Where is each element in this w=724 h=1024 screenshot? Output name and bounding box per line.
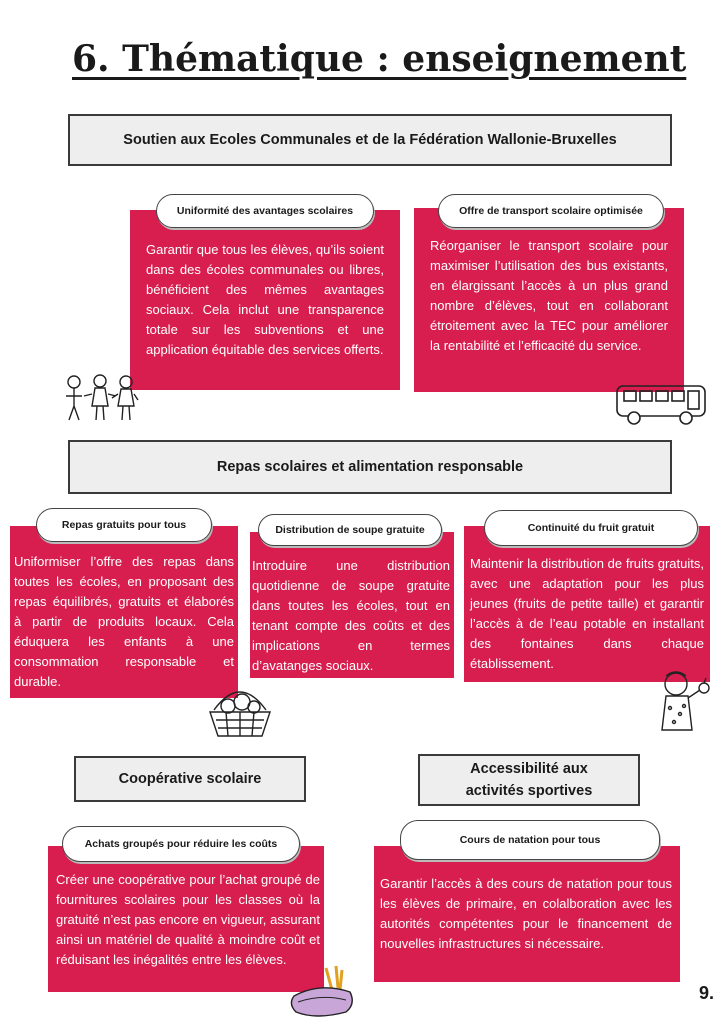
card-repas-body: Uniformiser l’offre des repas dans toutes les écoles, en proposant des repas équilibrés, gratuits et élaborés à partir de produits locaux. Cela éduquera les enfants à une consommation responsable et durable. — [14, 554, 234, 689]
section-repas — [68, 440, 672, 494]
page-title: 6. Thématique : enseignement — [72, 38, 687, 80]
pill-repas — [36, 508, 212, 542]
pill-natation-label: Cours de natation pour tous — [459, 834, 601, 846]
section-cooperative — [74, 756, 306, 802]
section-soutien — [68, 114, 672, 166]
card-fruit — [464, 526, 710, 682]
children-illustration — [62, 372, 140, 428]
pill-fruit — [484, 510, 698, 546]
child-fruit-illustration — [654, 668, 714, 734]
card-achats-body: Créer une coopérative pour l’achat groupé de fournitures scolaires pour les classes où la gratuité n’est pas encore en vigueur, assurant ainsi un matériel de qualité à moindre coût et réduisant les inégalités entre les élèves. — [56, 872, 320, 967]
section-sport-line2: activités sportives — [465, 783, 593, 799]
pill-achats — [62, 826, 300, 862]
section-sport — [418, 754, 640, 806]
card-uniformite-body: Garantir que tous les élèves, qu’ils soient dans des écoles communales ou libres, bénéficient des mêmes avantages sociaux. Cela inclut une transparence totale sur les subventions et une application équitable des services offerts. — [146, 242, 384, 357]
section-sport-line1: Accessibilité aux — [470, 761, 588, 777]
card-transport — [414, 208, 684, 392]
card-natation — [374, 846, 680, 982]
pill-repas-label: Repas gratuits pour tous — [61, 519, 187, 531]
pill-uniformite-label: Uniformité des avantages scolaires — [176, 205, 354, 217]
page-number: 9. — [698, 983, 714, 1003]
pill-transport-label: Offre de transport scolaire optimisée — [459, 205, 643, 217]
card-repas — [10, 526, 238, 698]
card-soupe-body: Introduire une distribution quotidienne de soupe gratuite dans toutes les écoles, tout en tenant compte des coûts et des implications en termes d’avatanges sociaux. — [252, 558, 450, 673]
pill-uniformite — [156, 194, 374, 228]
card-natation-body: Garantir l’accès à des cours de natation pour tous les élèves de primaire, en colalboration avec les autorités compétentes pour le financement de nouvelles infrastructures si nécessaire. — [380, 876, 672, 951]
section-soutien-label: Soutien aux Ecoles Communales et de la Fédération Wallonie-Bruxelles — [123, 132, 617, 148]
pill-fruit-label: Continuité du fruit gratuit — [527, 522, 655, 534]
basket-illustration — [206, 680, 274, 742]
section-cooperative-label: Coopérative scolaire — [118, 771, 262, 787]
card-uniformite — [130, 210, 400, 390]
card-achats — [48, 846, 324, 992]
card-transport-body: Réorganiser le transport scolaire pour maximiser l’utilisation des bus existants, en élargissant l’accès à un plus grand nombre d’élèves, tout en collaborant étroitement avec la TEC pour améliorer la rentabilité et l’efficacité du service. — [430, 238, 668, 353]
card-soupe — [250, 532, 454, 678]
bus-illustration — [614, 380, 710, 430]
card-fruit-body: Maintenir la distribution de fruits gratuits, avec une adaptation pour les plus jeunes (fruits de petite taille) et garantir l’accès à de l’eau potable en installant des fontaines dans chaque établissement. — [470, 556, 704, 671]
pill-soupe — [258, 514, 442, 546]
pill-soupe-label: Distribution de soupe gratuite — [275, 524, 425, 536]
pill-natation — [400, 820, 660, 860]
pencil-case-illustration — [286, 962, 358, 1020]
pill-transport — [438, 194, 664, 228]
section-repas-label: Repas scolaires et alimentation responsable — [216, 459, 524, 475]
pill-achats-label: Achats groupés pour réduire les coûts — [84, 838, 278, 850]
